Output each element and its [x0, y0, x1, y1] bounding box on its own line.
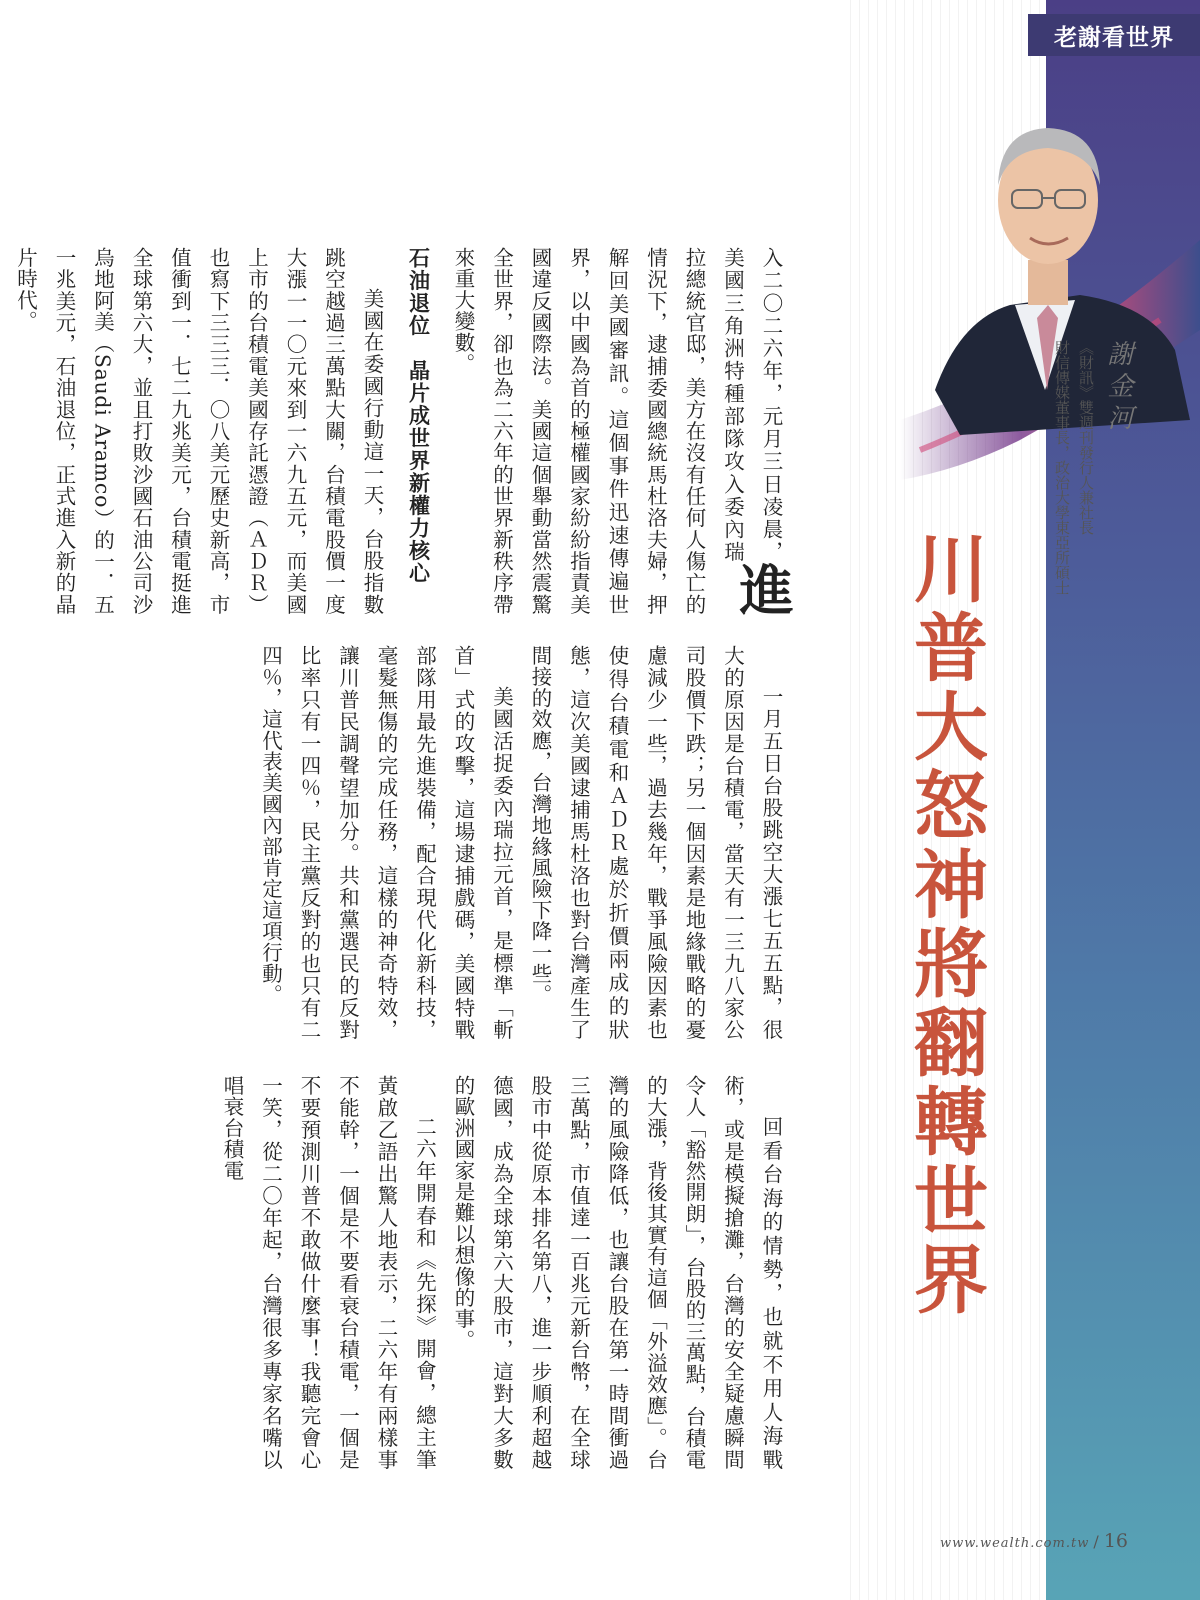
article-tier-2	[110, 645, 790, 1040]
article-tier-3	[110, 1075, 790, 1470]
article-tier-1	[13, 247, 795, 617]
paragraph-2: 美國在委國行動這一天，台股指數跳空越過三萬點大關，台積電股價一度大漲一一〇元來到一六九五元，而美國上市的台積電美國存託憑證（ＡＤＲ）也寫下三三三．〇八美元歷史新高，市值衝到一．七二九兆美元，台積電挺進全球第六大，並且打敗沙國石油公司沙烏地阿美（Saudi Aramco）的一．五一兆美元，石油退位，正式進入新的晶片時代。	[13, 247, 384, 615]
author-title-line1: 《財訊》雙週刊發行人兼社長	[1077, 340, 1095, 535]
author-title-line2: 財信傳媒董事長，政治大學東亞所碩士	[1053, 340, 1071, 595]
paragraph-3: 一月五日台股跳空大漲七五五點，很大的原因是台積電，當天有一三九八家公司股價下跌；另一個因素是地緣戰略的憂慮減少一些，過去幾年，戰爭風險因素也使得台積電和ＡＤＲ處於折價兩成的狀態，這次美國逮捕馬杜洛也對台灣產生了間接的效應，台灣地緣風險下降一些。	[528, 645, 783, 1040]
page-footer: www.wealth.com.tw / 16	[939, 1530, 1128, 1552]
headline: 川普大怒神將翻轉世界	[902, 530, 988, 1320]
paragraph-1: 入二〇二六年，元月三日凌晨，美國三角洲特種部隊攻入委內瑞拉總統官邸，美方在沒有任何人傷亡的情況下，逮捕委國總統馬杜洛夫婦，押解回美國審訊。這個事件迅速傳遍世界，以中國為首的極權國家紛紛指責美國違反國際法。美國這個舉動當然震驚全世界，卻也為二六年的世界新秩序帶來重大變數。	[451, 247, 783, 615]
section-subhead: 石油退位 晶片成世界新權力核心	[406, 247, 432, 585]
paragraph-6: 二六年開春和《先探》開會，總主筆黃啟乙語出驚人地表示，二六年有兩樣事不能幹，一個是不要看衰台積電，一個是不要預測川普不敢做什麼事！我聽完會心一笑，從二〇年起，台灣很多專家名嘴以唱衰台積電	[220, 1075, 437, 1470]
paragraph-5: 回看台海的情勢，也就不用人海戰術，或是模擬搶灘，台灣的安全疑慮瞬間令人「豁然開朗」，台股的三萬點，台積電的大漲，背後其實有這個「外溢效應」。台灣的風險降低，也讓台股在第一時間衝過三萬點，市值達一百兆元新台幣，在全球股市中從原本排名第八，進一步順利超越德國，成為全球第六大股市，這對大多數的歐洲國家是難以想像的事。	[451, 1075, 783, 1470]
footer-url: www.wealth.com.tw	[939, 1536, 1090, 1551]
paragraph-4: 美國活捉委內瑞拉元首，是標準「斬首」式的攻擊，這場逮捕戲碼，美國特戰部隊用最先進裝備，配合現代化新科技，毫髮無傷的完成任務，這樣的神奇特效，讓川普民調聲望加分。共和黨選民的反對比率只有一四％，民主黨反對的也只有二四％，這代表美國內部肯定這項行動。	[258, 645, 514, 1040]
column-label: 老謝看世界	[1054, 24, 1174, 51]
dropcap: 進	[731, 562, 795, 617]
page-number: 16	[1103, 1530, 1128, 1552]
column-label-bar	[1028, 14, 1200, 56]
author-signature: 謝金河	[1103, 340, 1133, 436]
author-byline	[1053, 340, 1133, 810]
